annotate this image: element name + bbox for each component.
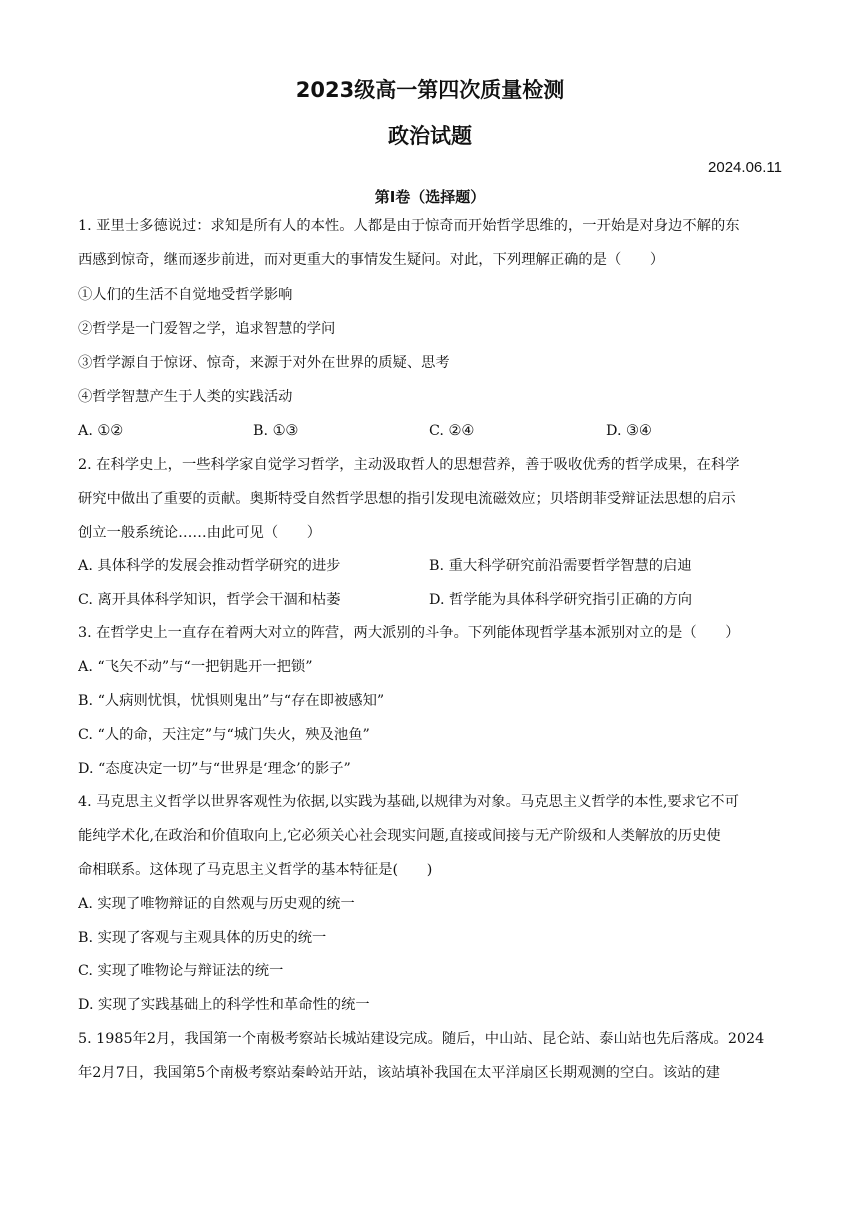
q2-option-b[interactable]: B. 重大科学研究前沿需要哲学智慧的启迪 <box>429 558 692 574</box>
q2-stem-line-3: 创立一般系统论……由此可见（ ） <box>78 525 322 541</box>
q3-stem-line-1: 3. 在哲学史上一直存在着两大对立的阵营，两大派别的斗争。下列能体现哲学基本派别对立的是（ ） <box>78 625 740 641</box>
q4-option-d[interactable]: D. 实现了实践基础上的科学性和革命性的统一 <box>78 997 370 1013</box>
q1-stem-line-1: 1. 亚里士多德说过：求知是所有人的本性。人都是由于惊奇而开始哲学思维的，一开始是对身边不解的东 <box>78 218 740 234</box>
exam-date: 2024.06.11 <box>708 159 782 176</box>
q4-stem-line-2: 能纯学术化,在政治和价值取向上,它必须关心社会现实问题,直接或间接与无产阶级和人类解放的历史使 <box>78 828 721 844</box>
q4-option-c[interactable]: C. 实现了唯物论与辩证法的统一 <box>78 963 284 979</box>
q1-statement-2: ②哲学是一门爱智之学，追求智慧的学问 <box>78 321 336 337</box>
q1-statement-4: ④哲学智慧产生于人类的实践活动 <box>78 389 293 405</box>
q2-stem-line-1: 2. 在科学史上，一些科学家自觉学习哲学，主动汲取哲人的思想营养，善于吸收优秀的哲学成果，在科学 <box>78 457 740 473</box>
q1-stem-line-2: 西感到惊奇，继而逐步前进，而对更重大的事情发生疑问。对此，下列理解正确的是（ ） <box>78 252 665 268</box>
q1-option-c[interactable]: C. ②④ <box>429 423 475 439</box>
q3-option-b[interactable]: B. “人病则忧惧，忧惧则鬼出”与“存在即被感知” <box>78 693 385 709</box>
section-heading: 第Ⅰ卷（选择题） <box>374 188 486 206</box>
q2-option-d[interactable]: D. 哲学能为具体科学研究指引正确的方向 <box>429 592 693 608</box>
q4-stem-line-1: 4. 马克思主义哲学以世界客观性为依据,以实践为基础,以规律为对象。马克思主义哲学的本性,要求它不可 <box>78 794 739 810</box>
q1-option-b[interactable]: B. ①③ <box>253 423 299 439</box>
q1-option-d[interactable]: D. ③④ <box>606 423 652 439</box>
q3-option-a[interactable]: A. “飞矢不动”与“一把钥匙开一把锁” <box>78 659 313 675</box>
q5-stem-line-1: 5. 1985年2月，我国第一个南极考察站长城站建设完成。随后，中山站、昆仑站、泰山站也先后落成。2024 <box>78 1031 765 1047</box>
q2-option-a[interactable]: A. 具体科学的发展会推动哲学研究的进步 <box>78 558 341 574</box>
exam-subtitle: 政治试题 <box>388 124 472 148</box>
q4-stem-line-3: 命相联系。这体现了马克思主义哲学的基本特征是( ) <box>78 862 433 878</box>
q5-stem-line-2: 年2月7日，我国第5个南极考察站秦岭站开站，该站填补我国在太平洋扇区长期观测的空白。该站的建 <box>78 1065 721 1081</box>
q1-statement-1: ①人们的生活不自觉地受哲学影响 <box>78 287 293 303</box>
q2-stem-line-2: 研究中做出了重要的贡献。奥斯特受自然哲学思想的指引发现电流磁效应；贝塔朗菲受辩证法思想的启示 <box>78 491 736 507</box>
q4-option-b[interactable]: B. 实现了客观与主观具体的历史的统一 <box>78 930 327 946</box>
q4-option-a[interactable]: A. 实现了唯物辩证的自然观与历史观的统一 <box>78 896 355 912</box>
q2-option-c[interactable]: C. 离开具体科学知识，哲学会干涸和枯萎 <box>78 592 341 608</box>
q1-option-a[interactable]: A. ①② <box>78 423 124 439</box>
exam-title: 2023级高一第四次质量检测 <box>295 78 565 102</box>
q3-option-d[interactable]: D. “态度决定一切”与“世界是‘理念’的影子” <box>78 761 351 777</box>
q1-statement-3: ③哲学源自于惊讶、惊奇，来源于对外在世界的质疑、思考 <box>78 355 450 371</box>
q3-option-c[interactable]: C. “人的命，天注定”与“城门失火，殃及池鱼” <box>78 727 370 743</box>
